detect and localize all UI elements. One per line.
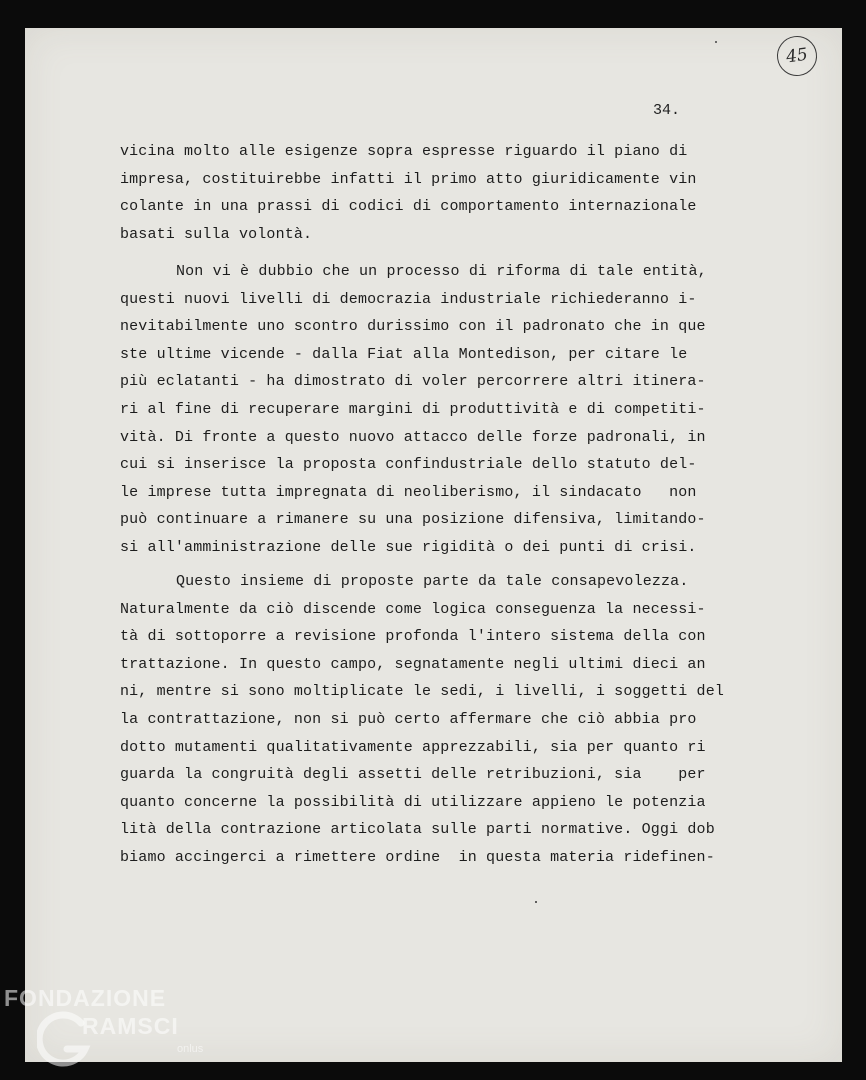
text-line: ni, mentre si sono moltiplicate le sedi, i livelli, i soggetti del — [120, 683, 724, 701]
text-line: nevitabilmente uno scontro durissimo con il padronato che in que — [120, 318, 706, 336]
text-line: può continuare a rimanere su una posizione difensiva, limitando- — [120, 511, 706, 529]
document-page — [25, 28, 842, 1062]
paragraph-1 — [120, 138, 740, 248]
text-line: le imprese tutta impregnata di neoliberismo, il sindacato non — [120, 483, 697, 501]
text-line: questi nuovi livelli di democrazia industriale richiederanno i- — [120, 290, 697, 308]
text-line: quanto concerne la possibilità di utilizzare appieno le potenzia — [120, 793, 706, 811]
text-line: tà di sottoporre a revisione profonda l'intero sistema della con — [120, 628, 706, 646]
text-line: colante in una prassi di codici di comportamento internazionale — [120, 198, 697, 216]
text-line: Naturalmente da ciò discende come logica conseguenza la necessi- — [120, 600, 706, 618]
text-line: lità della contrazione articolata sulle parti normative. Oggi dob — [120, 821, 715, 839]
text-line: Non vi è dubbio che un processo di riforma di tale entità, — [176, 263, 707, 280]
text-line: Questo insieme di proposte parte da tale consapevolezza. — [176, 573, 689, 590]
paragraph-2 — [120, 258, 740, 562]
text-line: basati sulla volontà. — [120, 225, 313, 243]
text-line: impresa, costituirebbe infatti il primo atto giuridicamente vin — [120, 170, 697, 188]
paragraph-4 — [120, 844, 740, 872]
watermark-line1: FONDAZIONE — [4, 985, 167, 1011]
text-line: cui si inserisce la proposta confindustriale dello statuto del- — [120, 456, 697, 474]
archive-number: 45 — [784, 44, 810, 68]
text-line: la contrattazione, non si può certo affermare che ciò abbia pro — [120, 710, 697, 728]
text-line: vicina molto alle esigenze sopra espresse riguardo il piano di — [120, 143, 688, 160]
text-line: trattazione. In questo campo, segnatamente negli ultimi dieci an — [120, 655, 706, 673]
watermark-suffix: onlus — [177, 1043, 204, 1055]
text-line: biamo accingerci a rimettere ordine in questa materia ridefinen- — [120, 849, 715, 866]
foundation-watermark — [4, 985, 219, 1075]
paper-speck — [715, 41, 717, 43]
paper-speck — [535, 901, 537, 903]
text-line: si all'amministrazione delle sue rigidità o dei punti di crisi. — [120, 538, 697, 556]
watermark-line2: RAMSCI — [82, 1013, 179, 1039]
text-line: dotto mutamenti qualitativamente apprezzabili, sia per quanto ri — [120, 738, 706, 756]
text-line: vità. Di fronte a questo nuovo attacco delle forze padronali, in — [120, 428, 706, 446]
archive-number-circle — [774, 33, 819, 78]
text-line: più eclatanti - ha dimostrato di voler percorrere altri itinera- — [120, 373, 706, 391]
text-line: ste ultime vicende - dalla Fiat alla Montedison, per citare le — [120, 345, 688, 363]
text-line: ri al fine di recuperare margini di produttività e di competiti- — [120, 400, 706, 418]
paragraph-3 — [120, 568, 740, 844]
page-number: 34. — [653, 102, 681, 119]
text-line: guarda la congruità degli assetti delle retribuzioni, sia per — [120, 766, 706, 784]
